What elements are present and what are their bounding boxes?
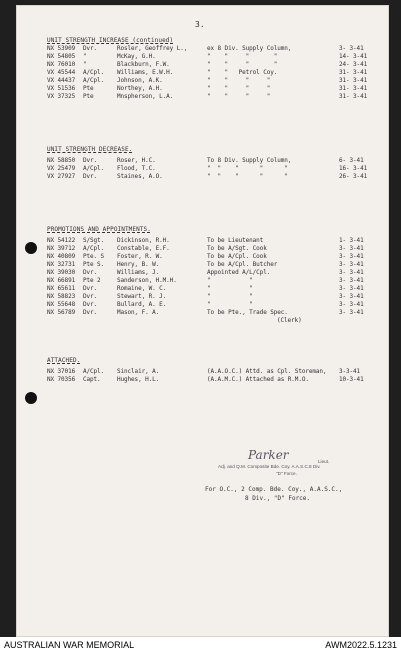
- promotions-row-date: 3- 3-41: [339, 269, 364, 276]
- promotions-row-rank: A/Cpl.: [83, 245, 105, 252]
- decrease-row-date: 16- 3-41: [339, 165, 368, 172]
- attached-row-date: 10-3-41: [339, 376, 364, 383]
- increase-row-num: NX 53909: [47, 45, 76, 52]
- promotions-row: [47, 293, 387, 301]
- increase-row: [47, 93, 387, 101]
- increase-row-detail: " " " ": [207, 77, 271, 84]
- decrease-row-num: NX 58850: [47, 157, 76, 164]
- section-title-decrease: UNIT STRENGTH DECREASE.: [47, 146, 133, 153]
- increase-row-name: Mnspherson, L.A.: [117, 93, 174, 100]
- promotions-row-name: Sanderson, H.M.H.: [117, 277, 177, 284]
- increase-row-num: NX 54805: [47, 53, 76, 60]
- promotions-row-name: Mason, F. A.: [117, 309, 160, 316]
- promotions-row-rank: S/Sgt.: [83, 237, 105, 244]
- increase-row-name: Johnson, A.K.: [117, 77, 163, 84]
- promotions-row-detail: Appointed A/L/Cpl.: [207, 269, 271, 276]
- increase-row-date: 31- 3-41: [339, 93, 368, 100]
- decrease-row: [47, 173, 387, 181]
- promotions-row: [47, 301, 387, 309]
- promotions-row-date: 3- 3-41: [339, 293, 364, 300]
- attached-row-rank: Capt.: [83, 376, 101, 383]
- promotions-row-name: Williams, J.: [117, 269, 160, 276]
- promotions-row-detail: To be A/Cpl. Butcher: [207, 261, 278, 268]
- increase-row-date: 14- 3-41: [339, 53, 368, 60]
- promotions-row-num: NX 56789: [47, 309, 76, 316]
- signature-line-1: Adj. and Q.M. Composite Bde. Coy. A.A.S.C.8 Div.: [218, 464, 321, 469]
- promotions-row-num: NX 39712: [47, 245, 76, 252]
- attached-row-num: NX 70356: [47, 376, 76, 383]
- attached-row: [47, 376, 387, 384]
- promotions-row: [47, 269, 387, 277]
- increase-row-num: VX 37325: [47, 93, 76, 100]
- promotions-row-num: NX 66891: [47, 277, 76, 284]
- increase-row-name: Northey, A.H.: [117, 85, 163, 92]
- promotions-row-num: NX 39030: [47, 269, 76, 276]
- increase-row-date: 24- 3-41: [339, 61, 368, 68]
- promotions-row-rank: Pte. S: [83, 253, 105, 260]
- increase-row-detail: " " " ": [207, 61, 278, 68]
- increase-row-rank: Pte: [83, 93, 94, 100]
- decrease-row-num: VX 27927: [47, 173, 76, 180]
- promotions-row-num: NX 40809: [47, 253, 76, 260]
- increase-row-name: McKay, G.H.: [117, 53, 156, 60]
- decrease-row-name: Flood, T.C.: [117, 165, 156, 172]
- decrease-row: [47, 157, 387, 165]
- decrease-row-detail: To 8 Div. Supply Column,: [207, 157, 292, 164]
- promotions-row-detail: To be Pte., Trade Spec.: [207, 309, 288, 316]
- attached-row-rank: A/Cpl.: [83, 368, 105, 375]
- increase-row-name: Williams, E.W.H.: [117, 69, 174, 76]
- promotions-row-rank: Pte S.: [83, 261, 105, 268]
- attached-row-name: Sinclair, A.: [117, 368, 160, 375]
- decrease-row-rank: Dvr.: [83, 157, 98, 164]
- promotions-row-name: Bullard, A. E.: [117, 301, 167, 308]
- increase-row-detail: " " " ": [207, 93, 271, 100]
- promotions-row-date: 3- 3-41: [339, 261, 364, 268]
- promotions-row-detail: To be A/Cpl. Cook: [207, 253, 267, 260]
- archive-name: AUSTRALIAN WAR MEMORIAL: [4, 640, 135, 650]
- promotions-row-rank: Dvr.: [83, 309, 98, 316]
- increase-row-rank: A/Cpl.: [83, 69, 105, 76]
- increase-row-detail: ex 8 Div. Supply Column,: [207, 45, 292, 52]
- punch-hole-top: [25, 242, 37, 254]
- promotions-row-date: 3- 3-41: [339, 309, 364, 316]
- promotions-row-extra: (Clerk): [277, 317, 302, 324]
- section-title-increase: UNIT STRENGTH INCREASE (continued): [47, 37, 174, 44]
- footer-line-1: For O.C., 2 Comp. Bde. Coy., A.A.S.C.,: [205, 486, 343, 493]
- increase-row-name: Rosler, Geoffrey L.,: [117, 45, 188, 52]
- promotions-row: [47, 237, 387, 245]
- promotions-row-name: Constable, E.F.: [117, 245, 170, 252]
- promotions-row-rank: Pte 2: [83, 277, 101, 284]
- increase-row: [47, 61, 387, 69]
- section-title-attached: ATTACHED.: [47, 357, 81, 364]
- increase-row-num: VX 44437: [47, 77, 76, 84]
- attached-row-name: Hughes, H.L.: [117, 376, 160, 383]
- promotions-row-detail: To be Lieutenant: [207, 237, 264, 244]
- promotions-row: [47, 245, 387, 253]
- increase-row-date: 31- 3-41: [339, 85, 368, 92]
- promotions-row-name: Stewart, R. J.: [117, 293, 167, 300]
- increase-row: [47, 69, 387, 77]
- decrease-row-date: 26- 3-41: [339, 173, 368, 180]
- signature: Parker: [248, 448, 289, 462]
- promotions-row-rank: Dvr.: [83, 269, 98, 276]
- attached-row-detail: (A.A.M.C.) Attached as R.M.O.: [207, 376, 309, 383]
- page-number: 3.: [195, 20, 205, 29]
- promotions-row-rank: Dvr.: [83, 285, 98, 292]
- increase-row-detail: " " " ": [207, 85, 271, 92]
- section-title-promotions: PROMOTIONS AND APPOINTMENTS.: [47, 226, 151, 233]
- decrease-row-num: VX 25479: [47, 165, 76, 172]
- promotions-row-num: NX 55648: [47, 301, 76, 308]
- promotions-row-date: 1- 3-41: [339, 237, 364, 244]
- promotions-row-name: Henry, B. W.: [117, 261, 160, 268]
- increase-row-num: NX 76010: [47, 61, 76, 68]
- promotions-row-detail: " ": [207, 301, 253, 308]
- decrease-row-date: 6- 3-41: [339, 157, 364, 164]
- increase-row: [47, 53, 387, 61]
- increase-row-detail: " " " ": [207, 53, 278, 60]
- promotions-row: [47, 309, 387, 324]
- increase-row-date: 31- 3-41: [339, 69, 368, 76]
- increase-row-name: Blackburn, F.W.: [117, 61, 170, 68]
- promotions-row-rank: Dvr.: [83, 301, 98, 308]
- increase-row-num: VX 45544: [47, 69, 76, 76]
- promotions-row-detail: " ": [207, 285, 253, 292]
- attached-row-num: NX 37016: [47, 368, 76, 375]
- increase-row: [47, 77, 387, 85]
- promotions-row-detail: " ": [207, 293, 253, 300]
- punch-hole-bottom: [25, 392, 37, 404]
- increase-row: [47, 45, 387, 53]
- promotions-row-date: 3- 3-41: [339, 277, 364, 284]
- promotions-row-name: Foster, R. W.: [117, 253, 163, 260]
- increase-row-rank: ": [83, 53, 87, 60]
- archive-bar: [0, 637, 401, 653]
- decrease-row-rank: A/Cpl.: [83, 165, 105, 172]
- promotions-row: [47, 261, 387, 269]
- increase-row-rank: A/Cpl.: [83, 77, 105, 84]
- promotions-row-num: NX 54122: [47, 237, 76, 244]
- promotions-row-num: NX 32731: [47, 261, 76, 268]
- archive-reference: AWM2022.5.1231: [325, 640, 397, 650]
- signature-line-2: "D" Force.: [276, 471, 297, 476]
- increase-row-num: VX 51536: [47, 85, 76, 92]
- decrease-row-detail: " " " " ": [207, 165, 288, 172]
- promotions-row: [47, 277, 387, 285]
- decrease-row-detail: " " " " ": [207, 173, 288, 180]
- increase-row-rank: Pte: [83, 85, 94, 92]
- decrease-row: [47, 165, 387, 173]
- promotions-row-date: 3- 3-41: [339, 245, 364, 252]
- promotions-row-date: 3- 3-41: [339, 253, 364, 260]
- promotions-row-num: NX 65611: [47, 285, 76, 292]
- decrease-row-name: Roser, H.C.: [117, 157, 156, 164]
- promotions-row: [47, 285, 387, 293]
- attached-row-date: 3-3-41: [339, 368, 361, 375]
- decrease-row-name: Staines, A.O.: [117, 173, 163, 180]
- promotions-row-rank: Dvr.: [83, 293, 98, 300]
- promotions-row-name: Romaine, W. C.: [117, 285, 167, 292]
- increase-row-detail: " " Petrol Coy.: [207, 69, 278, 76]
- promotions-row-date: 3- 3-41: [339, 301, 364, 308]
- promotions-row-name: Dickinson, R.H.: [117, 237, 170, 244]
- promotions-row-date: 3- 3-41: [339, 285, 364, 292]
- promotions-row-detail: " ": [207, 277, 253, 284]
- attached-row: [47, 368, 387, 376]
- attached-row-detail: (A.A.O.C.) Attd. as Cpl. Storeman,: [207, 368, 327, 375]
- signature-rank: Lieut.: [318, 459, 330, 464]
- footer-line-2: 8 Div., "D" Force.: [245, 495, 311, 502]
- increase-row: [47, 85, 387, 93]
- promotions-row-num: NX 58823: [47, 293, 76, 300]
- increase-row-rank: ": [83, 61, 87, 68]
- increase-row-date: 3- 3-41: [339, 45, 364, 52]
- decrease-row-rank: Dvr.: [83, 173, 98, 180]
- increase-row-date: 31- 3-41: [339, 77, 368, 84]
- promotions-row: [47, 253, 387, 261]
- promotions-row-detail: To be A/Sgt. Cook: [207, 245, 267, 252]
- increase-row-rank: Dvr.: [83, 45, 98, 52]
